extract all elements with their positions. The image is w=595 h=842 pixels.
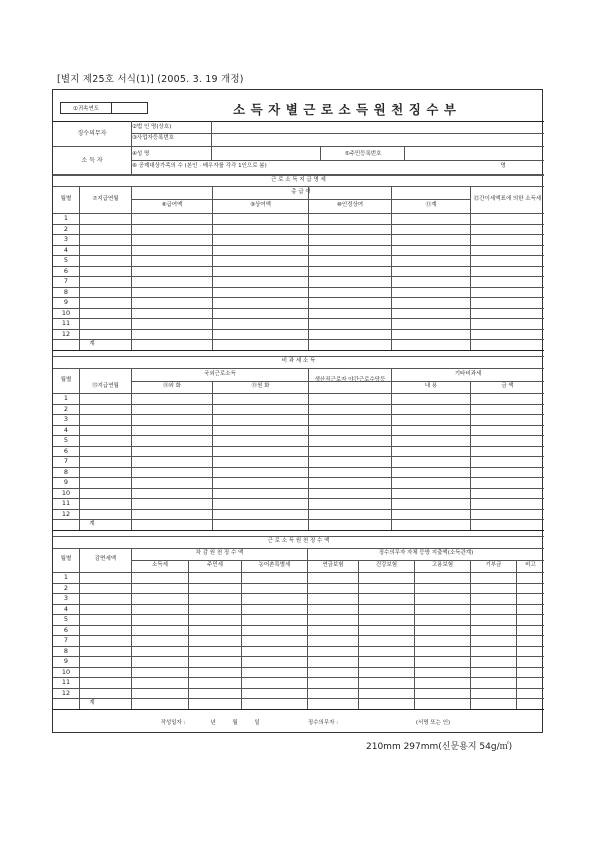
s1-month-header: 월별 (60, 196, 72, 203)
sig-month: 월 (232, 720, 238, 727)
earner-label: 소 득 자 (81, 157, 103, 164)
s1-month-row-4: 4 (63, 245, 69, 254)
year-field[interactable] (60, 102, 148, 114)
s2-month-row-8: 8 (63, 467, 69, 476)
s1-month-row-6: 6 (63, 266, 69, 275)
s1-month-row-12: 12 (61, 329, 71, 338)
s1-deemed-header: ⑩인정상여 (336, 202, 364, 209)
s2-other-header: 기타비과세 (454, 371, 482, 378)
earner-name-label: ④성 명 (132, 151, 150, 158)
sig-day: 일 (254, 720, 260, 727)
s3-month-header: 월별 (60, 556, 72, 563)
s3-month-row-8: 8 (63, 646, 69, 655)
s3-month-row-4: 4 (63, 604, 69, 613)
s2-foreign-work-header: ⑭외 화 (163, 383, 181, 390)
earner-resno-label: ⑤주민등록번호 (344, 151, 382, 158)
s2-total-label: 계 (89, 520, 95, 527)
s3-month-row-1: 1 (63, 573, 69, 581)
dependents-label: ⑥ 공제대상가족의 수 (본인 · 배우자를 각각 1인으로 봄) (132, 163, 267, 170)
sign-or-seal[interactable]: (서명 또는 인) (415, 720, 451, 727)
earner-name-field[interactable] (213, 150, 317, 160)
s1-month-row-1: 1 (63, 214, 69, 222)
year-label: ①귀속연도 (61, 103, 112, 113)
s1-tax-header: ⑫간이세액표에 의한 소득세 (473, 196, 542, 203)
s3-total-label: 계 (89, 699, 95, 706)
sig-year: 년 (210, 720, 216, 727)
s1-month-row-8: 8 (63, 287, 69, 296)
s3-resident-tax-header: 주민세 (207, 562, 223, 569)
s2-month-row-10: 10 (61, 488, 71, 497)
dependents-unit: 명 (500, 163, 506, 170)
s2-amount-header: 금 액 (501, 383, 514, 390)
payer-name-field[interactable] (213, 123, 541, 133)
s1-paydate-header: ⑦지급연월 (92, 196, 119, 203)
s1-month-row-2: 2 (63, 224, 69, 233)
s1-bonus-header: ⑨상여액 (250, 202, 271, 209)
payer-bizno-label: ③사업자등록번호 (132, 135, 175, 142)
s3-month-row-3: 3 (63, 594, 69, 602)
s3-month-row-2: 2 (63, 583, 69, 592)
form-number-note: [별지 제25호 서식(1)] (2005. 3. 19 개정) (57, 74, 244, 85)
s3-employment-header: 고용보험 (431, 562, 454, 569)
s3-month-row-6: 6 (63, 625, 69, 634)
s1-totalpay-header: 총 급 여 (291, 189, 311, 196)
s1-sum-header: ⑪계 (425, 202, 437, 209)
s1-month-row-10: 10 (61, 308, 71, 317)
s3-pension-header: 연금보험 (322, 562, 344, 569)
s2-month-row-9: 9 (63, 478, 69, 486)
s3-month-row-7: 7 (63, 636, 69, 644)
s3-month-row-11: 11 (61, 678, 71, 686)
s2-month-row-12: 12 (61, 509, 71, 518)
section1-title: 근 로 소 득 지 급 명 세 (271, 176, 326, 183)
s3-month-row-10: 10 (61, 667, 71, 676)
section3-title: 근 로 소 득 원 천 징 수 액 (267, 538, 330, 545)
s3-remarks-header: 비고 (525, 562, 536, 569)
s1-salary-header: ⑧급여액 (161, 202, 183, 209)
s2-month-row-3: 3 (63, 415, 69, 423)
s2-foreign-header: 국외근로소득 (204, 371, 236, 378)
paper-spec-note: 210mm 297mm(신문용지 54g/㎡) (366, 742, 513, 752)
payer-name-label: ②법 인 명(상호) (132, 124, 172, 131)
payer-label: 징수의무자 (77, 130, 107, 137)
s3-withheld-header: 차 감 원 천 징 수 액 (195, 550, 244, 557)
s3-month-row-12: 12 (61, 688, 71, 697)
s2-month-row-1: 1 (63, 394, 69, 402)
s2-month-header: 월별 (60, 377, 72, 384)
withholding-ledger-form (52, 89, 543, 733)
s2-month-row-7: 7 (63, 457, 69, 465)
s2-month-row-2: 2 (63, 404, 69, 413)
sig-payer-label: 징수의무자 : (307, 720, 339, 727)
s3-month-row-5: 5 (63, 615, 69, 623)
earner-resno-field[interactable] (405, 150, 541, 160)
s2-month-row-5: 5 (63, 436, 69, 444)
s3-farm-tax-header: 농어촌특별세 (258, 562, 291, 569)
s3-income-tax-header: 소득세 (152, 562, 168, 569)
s3-health-header: 건강보험 (375, 562, 398, 569)
s1-month-row-11: 11 (61, 319, 71, 327)
s2-won-header: ⑮원 화 (251, 383, 270, 390)
s2-month-row-11: 11 (61, 499, 71, 507)
s3-reduction-header: 감면세액 (94, 556, 117, 563)
s3-payer-dues-header: 징수의무자 자체 등방 지출액(소득관계) (378, 550, 474, 557)
date-written-label: 작성일자 : (160, 720, 186, 727)
s1-total-label: 계 (89, 340, 95, 347)
s2-month-row-4: 4 (63, 425, 69, 434)
s3-donation-header: 기부금 (485, 562, 502, 569)
section2-title: 비 과 세 소 득 (281, 358, 316, 365)
s1-month-row-7: 7 (63, 277, 69, 285)
payer-bizno-field[interactable] (213, 134, 541, 144)
s1-month-row-5: 5 (63, 256, 69, 264)
form-title: 소득자별근로소득원천징수부 (233, 102, 462, 117)
s1-month-row-9: 9 (63, 298, 69, 306)
s2-paydate-header: ⑬지급연월 (92, 383, 119, 390)
s1-month-row-3: 3 (63, 235, 69, 243)
s3-month-row-9: 9 (63, 657, 69, 665)
s2-night-header: 생산직근로자 야간근로수당등 (314, 377, 386, 384)
s2-month-row-6: 6 (63, 446, 69, 455)
s2-content-header: 내 용 (424, 383, 438, 390)
